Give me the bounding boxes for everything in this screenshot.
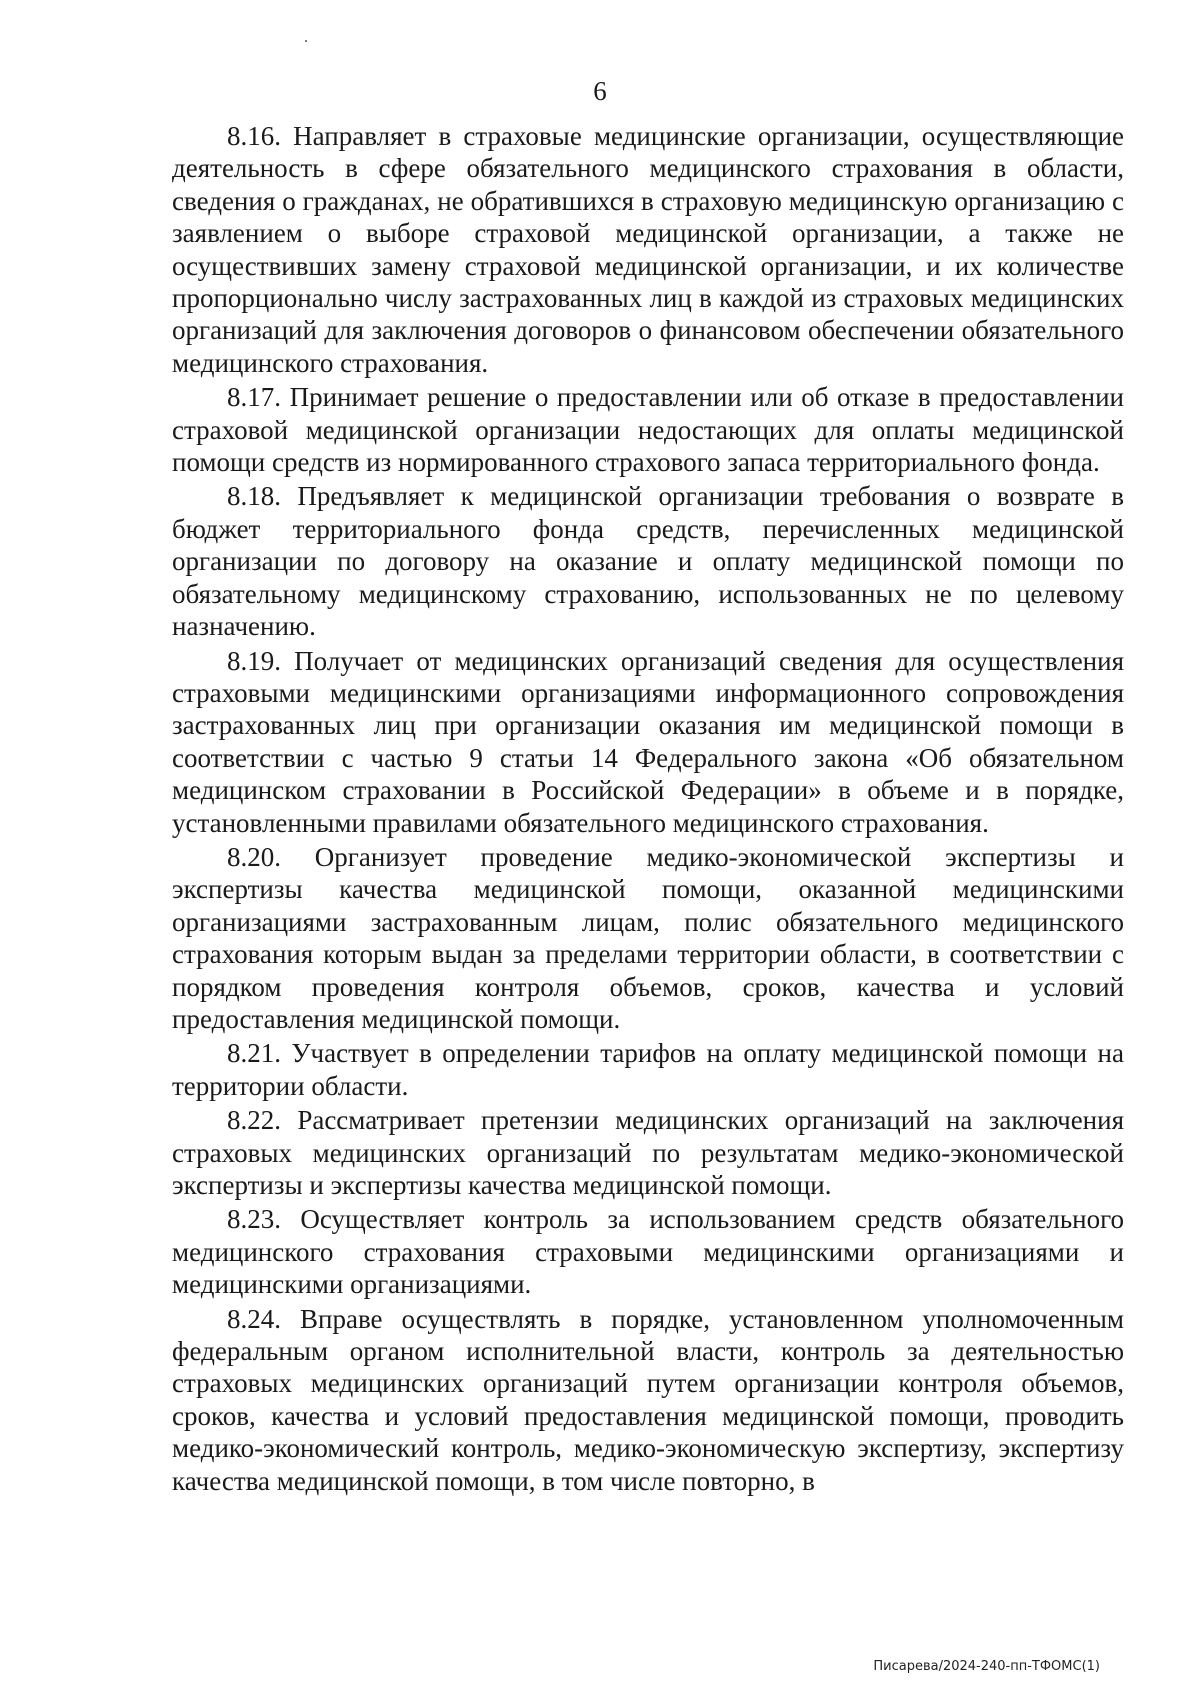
paragraph-8-16: 8.16. Направляет в страховые медицинские организации, осуществляющие деятельность в сфере обязательного медицинского страхования в области, сведения о гражданах, не обратившихся в страховую медицинскую организацию с заявлением о выборе страховой медицинской организации, а также не осуществивших замену страховой медицинской организации, и их количестве пропорционально числу застрахованных лиц в каждой из страховых медицинских организаций для заключения договоров о финансовом обеспечении обязательного медицинского страхования.	[172, 121, 1124, 378]
paragraph-8-19: 8.19. Получает от медицинских организаций сведения для осуществления страховыми медицинскими организациями информационного сопровождения застрахованных лиц при организации оказания им медицинской помощи в соответствии с частью 9 статьи 14 Федерального закона «Об обязательном медицинском страховании в Российской Федерации» в объеме и в порядке, установленными правилами обязательного медицинского страхования.	[172, 645, 1124, 838]
paragraph-8-17: 8.17. Принимает решение о предоставлении или об отказе в предоставлении страховой медицинской организации недостающих для оплаты медицинской помощи средств из нормированного страхового запаса территориального фонда.	[172, 382, 1124, 478]
paragraph-8-24: 8.24. Вправе осуществлять в порядке, установленном уполномоченным федеральным органом исполнительной власти, контроль за деятельностью страховых медицинских организаций путем организации контроля объемов, сроков, качества и условий предоставления медицинской помощи, проводить медико-экономический контроль, медико-экономическую экспертизу, экспертизу качества медицинской помощи, в том числе повторно, в	[172, 1303, 1124, 1496]
document-registration-code: Писарева/2024-240-пп-ТФОМС(1)	[873, 1659, 1100, 1674]
document-body	[172, 120, 1124, 1499]
page-number: 6	[593, 76, 607, 106]
paragraph-8-23: 8.23. Осуществляет контроль за использованием средств обязательного медицинского страхования страховыми медицинскими организациями и медицинскими организациями.	[172, 1204, 1124, 1300]
paragraph-8-22: 8.22. Рассматривает претензии медицинских организаций на заключения страховых медицинских организаций по результатам медико-экономической экспертизы и экспертизы качества медицинской помощи.	[172, 1105, 1124, 1200]
paragraph-8-21: 8.21. Участвует в определении тарифов на оплату медицинской помощи на территории области.	[172, 1038, 1124, 1101]
scan-speck	[305, 40, 307, 42]
paragraph-8-20: 8.20. Организует проведение медико-экономической экспертизы и экспертизы качества медицинской помощи, оказанной медицинскими организациями застрахованным лицам, полис обязательного медицинского страхования которым выдан за пределами территории области, в соответствии с порядком проведения контроля объемов, сроков, качества и условий предоставления медицинской помощи.	[172, 841, 1124, 1034]
paragraph-8-18: 8.18. Предъявляет к медицинской организации требования о возврате в бюджет территориального фонда средств, перечисленных медицинской организации по договору на оказание и оплату медицинской помощи по обязательному медицинскому страхованию, использованных не по целевому назначению.	[172, 481, 1124, 642]
